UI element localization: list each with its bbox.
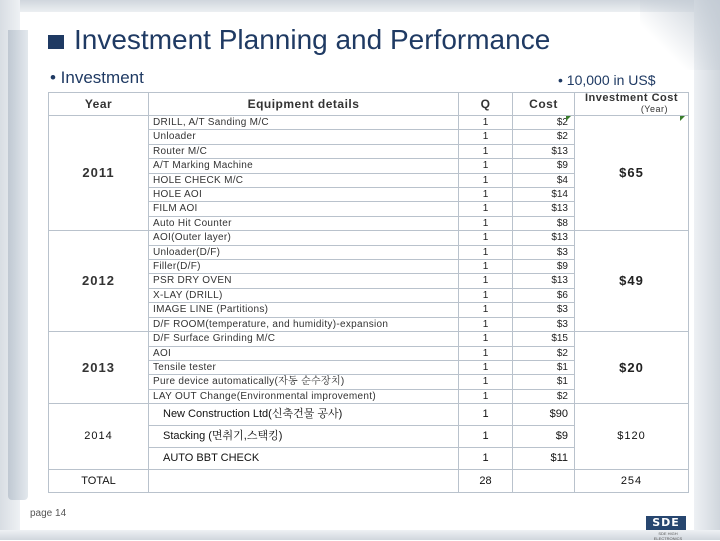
year-cell: 2014 (49, 404, 149, 470)
cost-cell: $90 (513, 404, 575, 426)
cost-cell: $2 (513, 389, 575, 403)
unit-note: • 10,000 in US$ (558, 72, 656, 88)
cost-cell: $1 (513, 375, 575, 389)
table-row (49, 231, 689, 245)
cost-cell: $13 (513, 274, 575, 288)
slide-frame-right (694, 0, 720, 540)
cost-cell: $4 (513, 173, 575, 187)
total-investment-cell: 254 (575, 470, 689, 493)
equipment-detail-cell: FILM AOI (149, 202, 459, 216)
quantity-cell: 1 (459, 231, 513, 245)
cost-cell: $9 (513, 260, 575, 274)
total-quantity-cell: 28 (459, 470, 513, 493)
quantity-cell: 1 (459, 375, 513, 389)
table-row (49, 332, 689, 346)
equipment-detail-cell: D/F Surface Grinding M/C (149, 332, 459, 346)
cost-cell: $8 (513, 216, 575, 230)
quantity-cell: 1 (459, 130, 513, 144)
table-header-row (49, 93, 689, 116)
quantity-cell: 1 (459, 144, 513, 158)
equipment-detail-cell: A/T Marking Machine (149, 159, 459, 173)
investment-table (48, 92, 689, 493)
header-cost: Cost (513, 93, 575, 116)
slide-frame-accent (8, 30, 28, 500)
title-row (48, 24, 550, 56)
cost-cell: $1 (513, 360, 575, 374)
cost-cell: $3 (513, 245, 575, 259)
quantity-cell: 1 (459, 389, 513, 403)
cost-cell: $9 (513, 159, 575, 173)
cost-cell: $13 (513, 231, 575, 245)
equipment-detail-cell: New Construction Ltd(신축건물 공사) (149, 404, 459, 426)
equipment-detail-cell: Unloader(D/F) (149, 245, 459, 259)
page-number: page 14 (30, 508, 67, 519)
year-cell: 2012 (49, 231, 149, 332)
equipment-detail-cell: Pure device automatically(자동 순수장치) (149, 375, 459, 389)
equipment-detail-cell: DRILL, A/T Sanding M/C (149, 116, 459, 130)
cost-cell: $3 (513, 317, 575, 331)
cost-cell: $15 (513, 332, 575, 346)
cost-cell: $2 (513, 116, 575, 130)
quantity-cell: 1 (459, 216, 513, 230)
company-logo: SDE (646, 516, 686, 530)
header-q: Q (459, 93, 513, 116)
slide-frame-bottom (0, 530, 720, 540)
cost-cell: $6 (513, 288, 575, 302)
quantity-cell: 1 (459, 426, 513, 448)
quantity-cell: 1 (459, 116, 513, 130)
equipment-detail-cell: AUTO BBT CHECK (149, 448, 459, 470)
slide-title: Investment Planning and Performance (74, 24, 551, 55)
quantity-cell: 1 (459, 448, 513, 470)
quantity-cell: 1 (459, 288, 513, 302)
quantity-cell: 1 (459, 245, 513, 259)
quantity-cell: 1 (459, 260, 513, 274)
total-row (49, 470, 689, 493)
quantity-cell: 1 (459, 346, 513, 360)
quantity-cell: 1 (459, 202, 513, 216)
table-row (49, 116, 689, 130)
header-investment-cost-label: Investment Cost (584, 92, 679, 104)
equipment-detail-cell: Stacking (면취기,스택킹) (149, 426, 459, 448)
total-cost-cell (513, 470, 575, 493)
total-empty-cell (149, 470, 459, 493)
header-year: Year (49, 93, 149, 116)
quantity-cell: 1 (459, 274, 513, 288)
year-cell: 2011 (49, 116, 149, 231)
equipment-detail-cell: HOLE AOI (149, 188, 459, 202)
investment-cost-cell: $120 (575, 404, 689, 470)
comment-marker-icon (680, 116, 685, 121)
cost-cell: $3 (513, 303, 575, 317)
quantity-cell: 1 (459, 317, 513, 331)
quantity-cell: 1 (459, 173, 513, 187)
equipment-detail-cell: Router M/C (149, 144, 459, 158)
quantity-cell: 1 (459, 332, 513, 346)
quantity-cell: 1 (459, 360, 513, 374)
header-investment-cost (575, 93, 689, 116)
investment-cost-cell: $65 (575, 116, 689, 231)
slide-frame-top (0, 0, 720, 12)
cost-cell: $11 (513, 448, 575, 470)
equipment-detail-cell: Filler(D/F) (149, 260, 459, 274)
equipment-detail-cell: D/F ROOM(temperature, and humidity)-expansion (149, 317, 459, 331)
investment-cost-cell: $49 (575, 231, 689, 332)
quantity-cell: 1 (459, 159, 513, 173)
header-details: Equipment details (149, 93, 459, 116)
comment-marker-icon (566, 116, 571, 121)
equipment-detail-cell: PSR DRY OVEN (149, 274, 459, 288)
equipment-detail-cell: LAY OUT Change(Environmental improvement) (149, 389, 459, 403)
cost-cell: $13 (513, 144, 575, 158)
total-label-cell: TOTAL (49, 470, 149, 493)
slide-frame-corner (640, 0, 720, 70)
quantity-cell: 1 (459, 303, 513, 317)
equipment-detail-cell: AOI (149, 346, 459, 360)
section-heading: • Investment (50, 68, 144, 87)
investment-cost-cell: $20 (575, 332, 689, 404)
equipment-detail-cell: IMAGE LINE (Partitions) (149, 303, 459, 317)
equipment-detail-cell: HOLE CHECK M/C (149, 173, 459, 187)
equipment-detail-cell: Unloader (149, 130, 459, 144)
cost-cell: $13 (513, 202, 575, 216)
company-logo-subtext: SDE HIGH ELECTRONICS (653, 531, 683, 541)
square-bullet-icon (48, 35, 64, 49)
cost-cell: $9 (513, 426, 575, 448)
equipment-detail-cell: X-LAY (DRILL) (149, 288, 459, 302)
table-row (49, 404, 689, 426)
quantity-cell: 1 (459, 188, 513, 202)
cost-cell: $14 (513, 188, 575, 202)
equipment-detail-cell: Auto Hit Counter (149, 216, 459, 230)
cost-cell: $2 (513, 346, 575, 360)
cost-cell: $2 (513, 130, 575, 144)
year-cell: 2013 (49, 332, 149, 404)
equipment-detail-cell: AOI(Outer layer) (149, 231, 459, 245)
equipment-detail-cell: Tensile tester (149, 360, 459, 374)
header-investment-cost-sub: (Year) (640, 104, 668, 114)
quantity-cell: 1 (459, 404, 513, 426)
